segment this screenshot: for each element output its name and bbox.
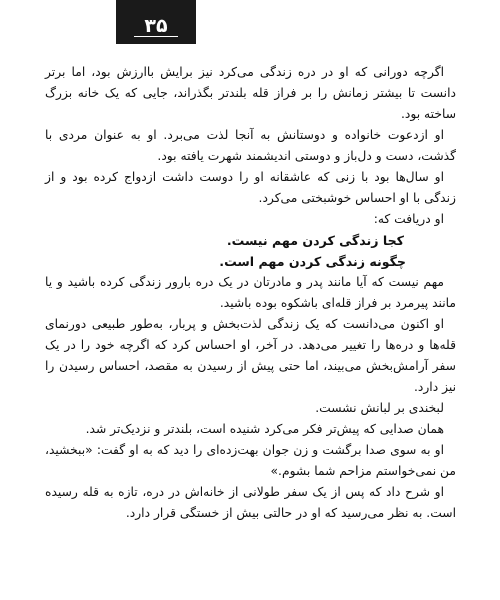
paragraph: اگرچه دورانی که او در دره زندگی می‌کرد نیز برایش باارزش بود، اما برتر دانست تا بیشتر زمانش را بر فراز قله بلندتر بگذراند، جایی که یک خانه بزرگ ساخته بود. bbox=[45, 65, 456, 121]
paragraph: همان صدایی که پیش‌تر فکر می‌کرد شنیده است، بلندتر و نزدیک‌تر شد. bbox=[85, 422, 444, 436]
paragraph: او ازدعوت خانواده و دوستانش به آنجا لذت می‌برد. او به عنوان مردی با گذشت، دست و دل‌باز و دوستی اندیشمند شهرت یافته بود. bbox=[45, 128, 456, 163]
page-number-underline bbox=[134, 36, 178, 37]
paragraph: او شرح داد که پس از یک سفر طولانی از خانه‌اش در دره، تازه به قله رسیده است. به نظر می‌رسید که او در حالتی بیش از خستگی قرار دارد. bbox=[45, 485, 456, 520]
paragraph: مهم نیست که آیا مانند پدر و مادرتان در یک دره بارور زندگی کرده باشید و یا مانند پیرمرد بر فراز قله‌ای باشکوه بوده باشید. bbox=[45, 275, 456, 310]
bold-line: کجا زندگی کردن مهم نیست. bbox=[226, 233, 404, 248]
text-body bbox=[45, 62, 456, 524]
paragraph: او دریافت که: bbox=[373, 212, 444, 226]
paragraph: او به سوی صدا برگشت و زن جوان بهت‌زده‌ای را دید که به او گفت: «ببخشید، من نمی‌خواستم مزاحم شما بشوم.» bbox=[45, 443, 456, 478]
page-number: ۳۵ bbox=[144, 15, 168, 37]
bold-line: چگونه زندگی کردن مهم است. bbox=[219, 254, 406, 269]
page-number-tab bbox=[116, 0, 196, 44]
paragraph: او اکنون می‌دانست که یک زندگی لذت‌بخش و پربار، به‌طور طبیعی دورنمای قله‌ها و دره‌ها را تغییر می‌دهد. در آخر، او احساس کرد که اگرچه خود را در یک سفر آرامش‌بخش می‌بیند، اما حتی پیش از رسیدن به مقصد، احساس رسیدن را نیز دارد. bbox=[45, 317, 456, 394]
paragraph: لبخندی بر لبانش نشست. bbox=[315, 401, 444, 415]
paragraph: او سال‌ها بود با زنی که عاشقانه او را دوست داشت ازدواج کرده بود و از زندگی با او احساس خوشبختی می‌کرد. bbox=[45, 170, 456, 205]
